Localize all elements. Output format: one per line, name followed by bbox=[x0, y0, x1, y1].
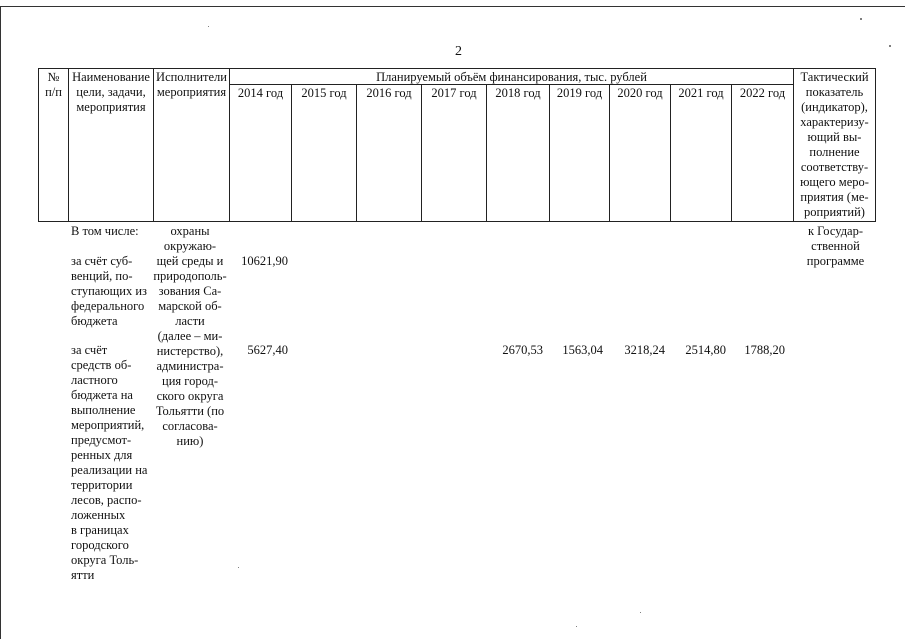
header-year-2020: 2020 год bbox=[617, 86, 663, 100]
federal-value-2014: 10621,90 bbox=[241, 254, 288, 268]
scan-speck bbox=[889, 45, 891, 47]
header-executors: Исполнители мероприятия bbox=[156, 70, 227, 99]
scan-speck bbox=[576, 626, 577, 627]
header-year-2017: 2017 год bbox=[431, 86, 477, 100]
scan-speck bbox=[640, 612, 641, 613]
header-year-2018: 2018 год bbox=[495, 86, 541, 100]
including-label: В том числе: bbox=[71, 224, 139, 238]
regional-value-2020: 3218,24 bbox=[624, 343, 665, 357]
federal-source-text: за счёт суб- венций, по- ступающих из федерального бюджета bbox=[71, 254, 147, 328]
indicator-text: к Государ- ственной программе bbox=[806, 224, 865, 268]
scan-speck bbox=[208, 26, 209, 27]
executors-text: охраны окружаю- щей среды и природополь- зования Са- марской об- ласти (далее – ми- нистерство), администра- ция город- ского округа Тольятти (по согласова- нию) bbox=[153, 224, 227, 448]
regional-source-text: за счёт средств об- ластного бюджета на выполнение мероприятий, предусмот- ренных для реализации на территории лесов, распо- ложенных в границах городского округа Толь- ятти bbox=[71, 343, 148, 582]
regional-value-2018: 2670,53 bbox=[502, 343, 543, 357]
header-year-2019: 2019 год bbox=[556, 86, 603, 100]
header-year-2015: 2015 год bbox=[301, 86, 347, 100]
header-indicator: Тактический показатель (индикатор), характеризу- ющий вы- полнение соответству- ющего меро- приятия (ме- роприятий) bbox=[800, 70, 869, 219]
header-year-2022: 2022 год bbox=[739, 86, 786, 100]
header-year-2016: 2016 год bbox=[366, 86, 412, 100]
regional-value-2019: 1563,04 bbox=[562, 343, 603, 357]
header-number: № п/п bbox=[45, 70, 62, 99]
scan-speck bbox=[860, 18, 862, 20]
regional-value-2014: 5627,40 bbox=[247, 343, 288, 357]
header-planned-funding: Планируемый объём финансирования, тыс. рублей bbox=[376, 70, 647, 84]
regional-value-2021: 2514,80 bbox=[685, 343, 726, 357]
header-year-2014: 2014 год bbox=[237, 86, 284, 100]
header-year-2021: 2021 год bbox=[678, 86, 724, 100]
regional-value-2022: 1788,20 bbox=[744, 343, 785, 357]
header-name: Наименование цели, задачи, мероприятия bbox=[72, 70, 150, 114]
scan-speck bbox=[238, 567, 239, 568]
page-number: 2 bbox=[455, 44, 462, 59]
